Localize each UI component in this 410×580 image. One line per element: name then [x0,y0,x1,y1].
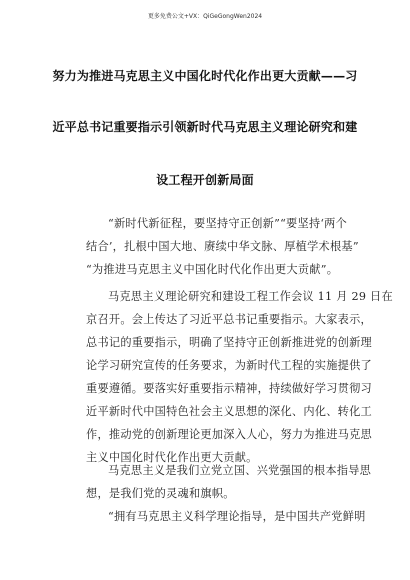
title-line-1: 努力为推进马克思主义中国化时代化作出更大贡献——习 [52,69,358,83]
text-line: 重要遵循。要落实好重要指示精神，持续做好学习贯彻习 [86,382,372,395]
text-line: 作，推动党的创新理论更加深入人心，努力为推进马克思 [86,428,372,441]
text-line: 主义中国化时代化作出更大贡献。 [86,451,258,464]
paragraph-4 [86,505,366,528]
text-line: 结合’，扎根中国大地、赓续中华文脉、厚植学术根基” [86,240,359,253]
text-line: 马克思主义理论研究和建设工程工作会议 11 月 29 日在 [108,290,393,303]
title-line-2: 近平总书记重要指示引领新时代马克思主义理论研究和建 [52,120,358,134]
text-line: 想，是我们党的灵魂和旗帜。 [86,487,235,500]
text-line: 马克思主义是我们立党立国、兴党强国的根本指导思 [108,464,372,477]
text-line: 论学习研究宣传的任务要求，为新时代工程的实施提供了 [86,359,372,372]
title-line-3: 设工程开创新局面 [156,173,254,187]
text-line: 京召开。会上传达了习近平总书记重要指示。大家表示， [86,313,372,326]
paragraph-1 [86,212,359,281]
text-line: 近平新时代中国特色社会主义思想的深化、内化、转化工 [86,405,372,418]
header-note: 更多免费公文+VX：QiGeGongWen2024 [147,13,263,20]
paragraph-2 [86,285,393,469]
text-line: 总书记的重要指示，明确了坚持守正创新推进党的创新理 [86,336,372,349]
paragraph-3 [86,459,372,505]
text-line: “新时代新征程，要坚持守正创新”“要坚持‘两个 [108,217,348,230]
text-line: “为推进马克思主义中国化时代化作出更大贡献”。 [86,263,339,276]
text-line: “拥有马克思主义科学理论指导，是中国共产党鲜明 [108,510,366,523]
